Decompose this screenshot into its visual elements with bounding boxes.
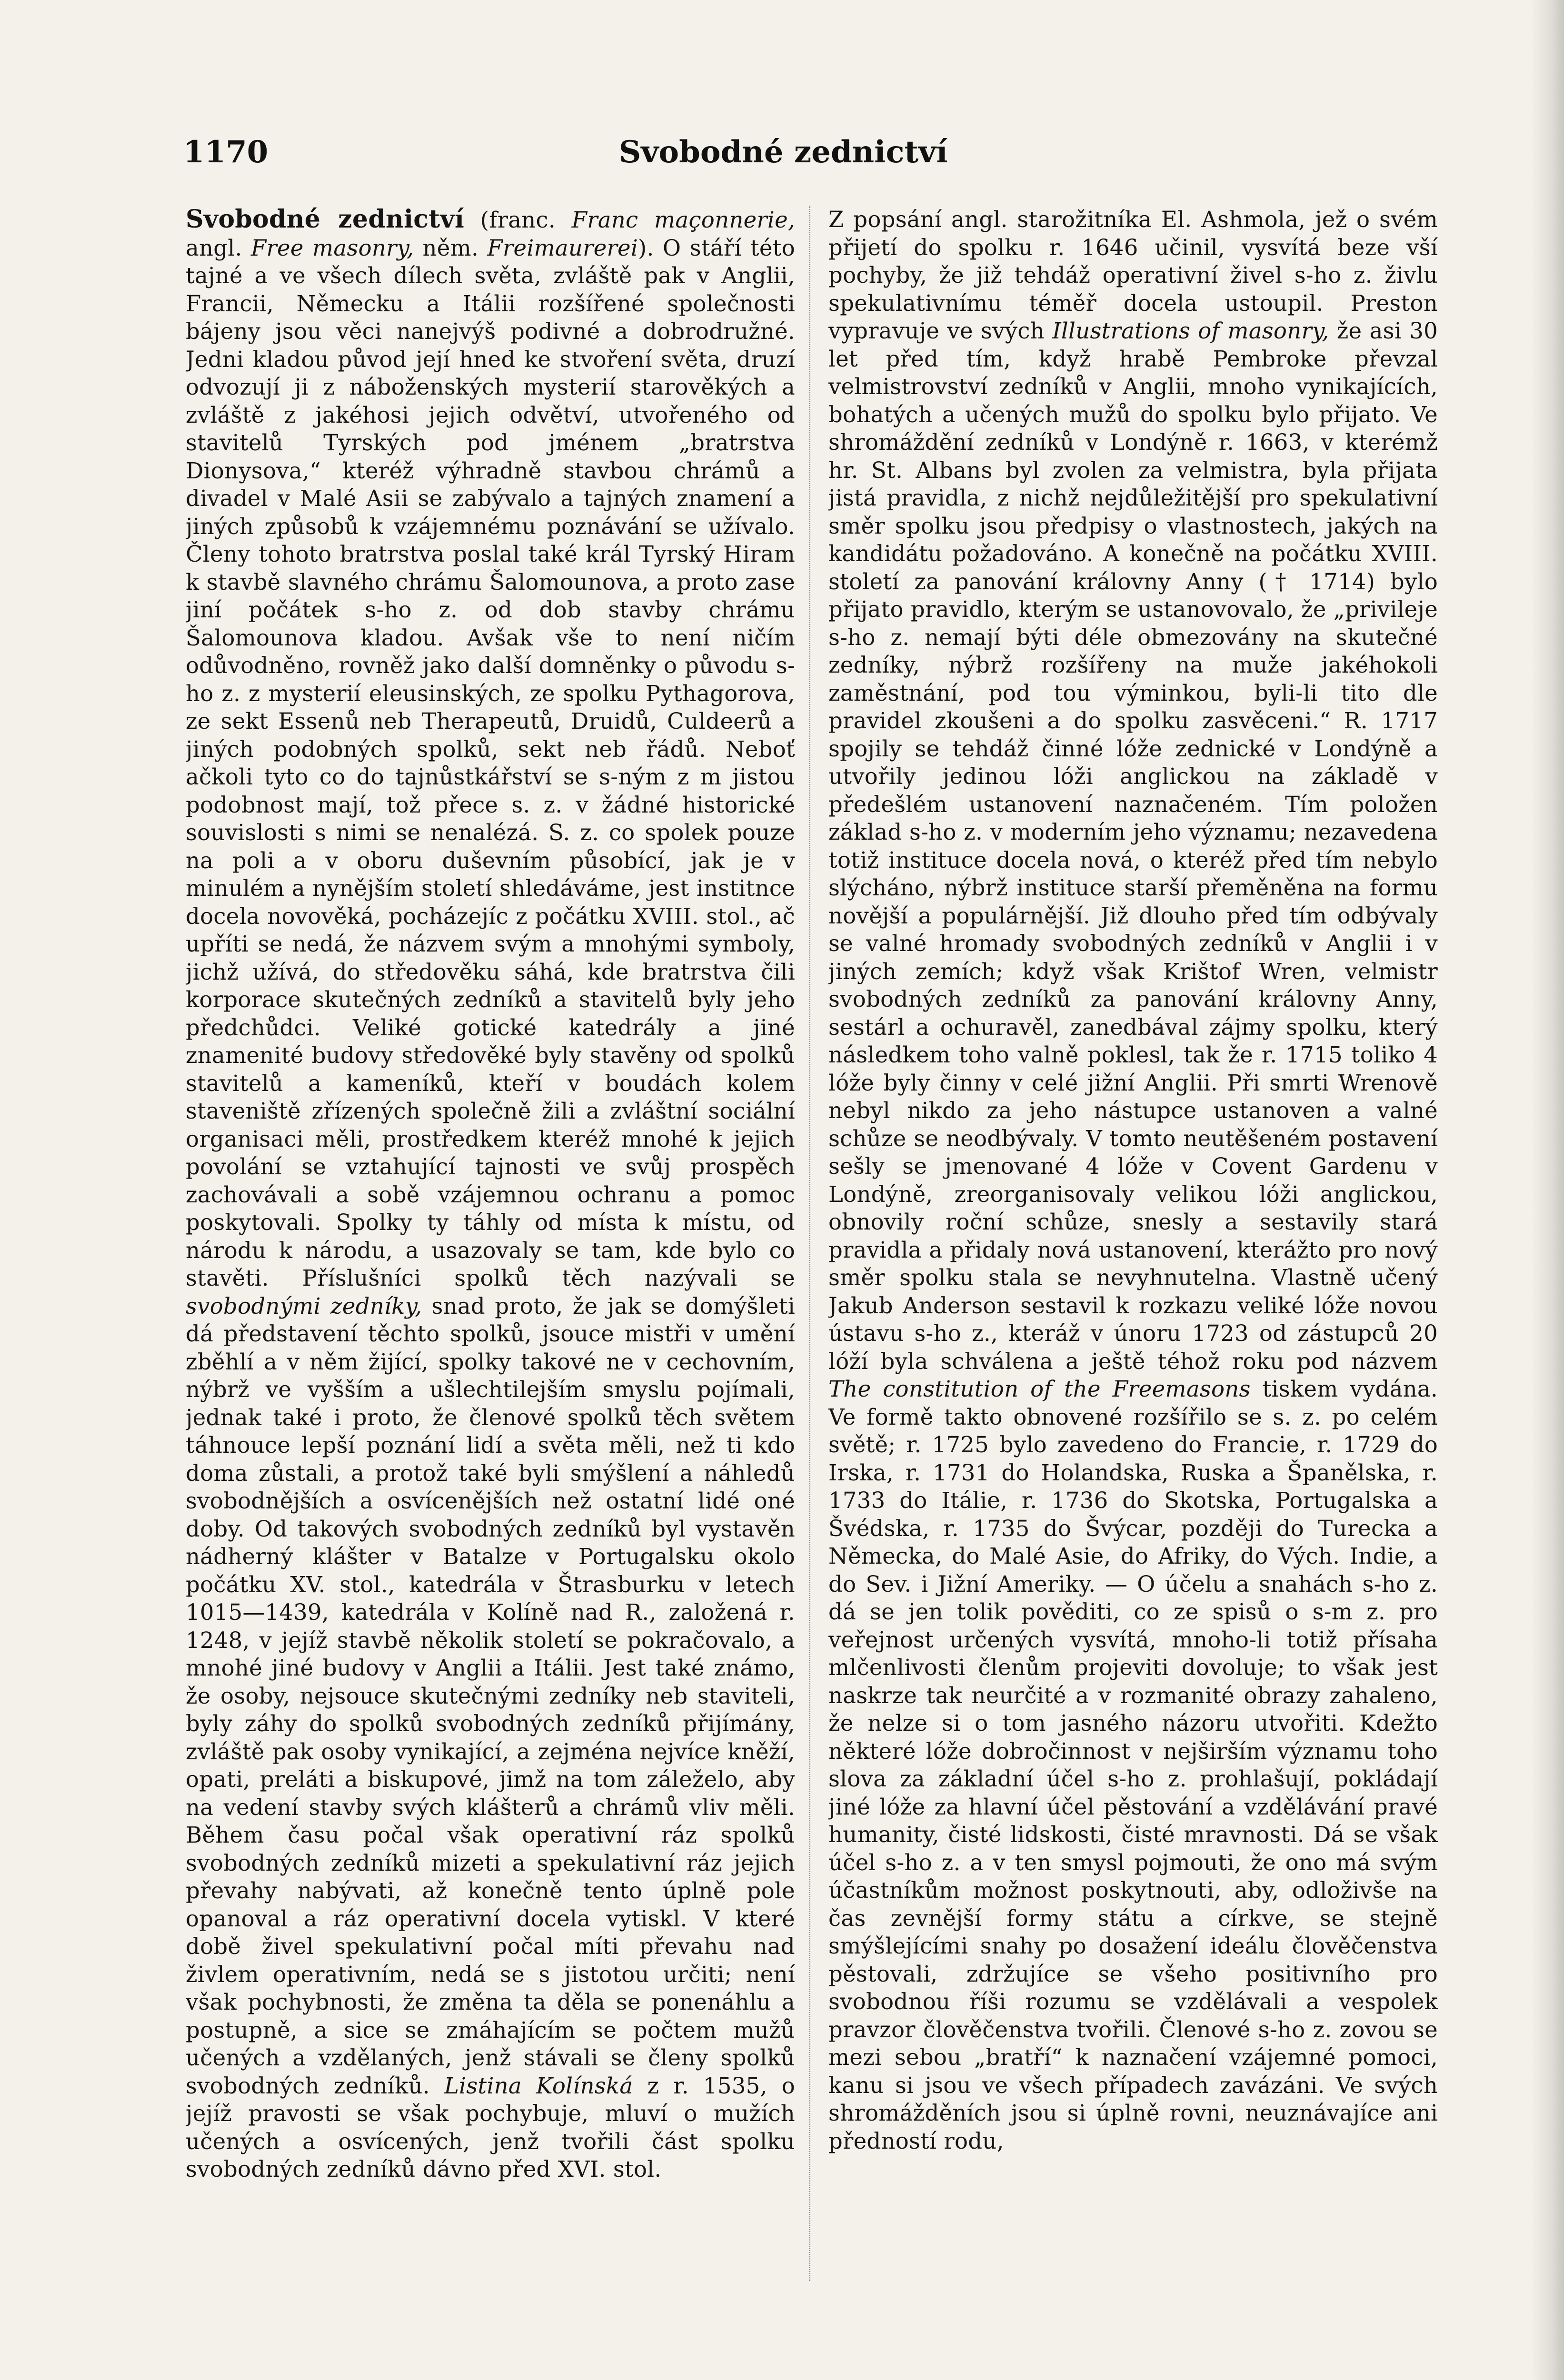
left-column bbox=[186, 206, 795, 2300]
italic-run: The constitution of the Freemasons bbox=[828, 1376, 1251, 1402]
italic-run: Free masonry, bbox=[250, 235, 414, 261]
text-run: ). O stáří této tajné a ve všech dílech světa, zvláště pak v Anglii, Francii, Německu a Itálii rozšířené společnosti bájeny jsou věci nanejvýš podivné a dobrodružné. Jedni kladou původ její hned ke stvoření světa, druzí odvozují ji z náboženských mysterií starověkých a zvláště z jakéhosi jejich odvětví, utvořeného od stavitelů Tyrských pod jménem „bratrstva Dionysova,“ kteréž výhradně stavbou chrámů a divadel v Malé Asii se zabývalo a tajných znamení a jiných způsobů k vzájemnému poznávání se užívalo. Členy tohoto bratrstva poslal také král Tyrský Hiram k stavbě slavného chrámu Šalomounova, a proto zase jiní počátek s-ho z. od dob stavby chrámu Šalomounova kladou. Avšak vše to není ničím odůvodněno, rovněž jako další domněnky o původu s-ho z. z mysterií eleusinských, ze spolku Pythagorova, ze sekt Essenů neb Therapeutů, Druidů, Culdeerů a jiných podobných spolků, sekt neb řádů. Neboť ačkoli tyto co do tajnůstkářství se s-ným z m jistou podobnost mají, tož přece s. z. v žádné historické souvislosti s nimi se nenalézá. S. z. co spolek pouze na poli a v oboru duševním působící, jak je v minulém a nynějším století shledáváme, jest institnce docela novověká, pocházejíc z počátku XVIII. stol., ač upříti se nedá, že názvem svým a mnohými symboly, jichž užívá, do středověku sáhá, kde bratrstva čili korporace skutečných zedníků a stavitelů byly jeho předchůdci. Veliké gotické katedrály a jiné znamenité budovy středověké byly stavěny od spolků stavitelů a kameníků, kteří v boudách kolem staveniště zřízených společně žili a zvláštní sociální organisaci měli, prostředkem kteréž mnohé k jejich povolání se vztahující tajnosti ve svůj prospěch zachovávali a sobě vzájemnou ochranu a pomoc poskytovali. Spolky ty táhly od místa k místu, od národu k národu, a usazovaly se tam, kde bylo co stavěti. Příslušníci spolků těch nazývali se bbox=[186, 235, 795, 1291]
text-run: angl. bbox=[186, 235, 251, 261]
running-title: Svobodné zednictví bbox=[619, 134, 948, 170]
text-run: snad proto, že jak se domýšleti dá představení těchto spolků, jsouce mistři v umění zběhlí a v něm žijící, spolky takové ne v cechovním, nýbrž ve vyšším a ušlechtilejším smyslu pojímali, jednak také i proto, že členové spolků těch světem táhnouce lepší poznání lidí a světa měli, než ti kdo doma zůstali, a protož také byli smýšlení a náhledů svobodnějších a osvícenějších než ostatní lidé oné doby. Od takových svobodných zedníků byl vystavěn nádherný klášter v Batalze v Portugalsku okolo počátku XV. stol., katedrála v Štrasburku v letech 1015—1439, katedrála v Kolíně nad R., založená r. 1248, v jejíž stavbě několik století se pokračovalo, a mnohé jiné budovy v Anglii a Itálii. Jest také známo, že osoby, nejsouce skutečnými zedníky neb staviteli, byly záhy do spolků svobodných zedníků přijímány, zvláště pak osoby vynikající, a zejména nejvíce kněží, opati, preláti a biskupové, jimž na tom záleželo, aby na vedení stavby svých klášterů a chrámů vliv měli. Během času počal však operativní ráz spolků svobodných zedníků mizeti a spekulativní ráz jejich převahy nabývati, až konečně tento úplně pole opanoval a ráz operativní docela vytiskl. V které době živel spekulativní počal míti převahu nad živlem operativním, nedá se s jistotou určiti; není však pochybnosti, že změna ta děla se ponenáhlu a postupně, a sice se zmáhajícím se počtem mužů učených a vzdělaných, jenž stávali se členy spolků svobodných zedníků. bbox=[186, 1293, 795, 2099]
page-header bbox=[0, 0, 1564, 200]
right-column-text bbox=[828, 206, 1438, 2155]
italic-run: Listina Kolínská bbox=[444, 2073, 633, 2099]
column-divider bbox=[809, 206, 810, 2281]
text-run: tiskem vydána. Ve formě takto obnovené rozšířilo se s. z. po celém světě; r. 1725 bylo zavedeno do Francie, r. 1729 do Irska, r. 1731 do Holandska, Ruska a Španělska, r. 1733 do Itálie, r. 1736 do Skotska, Portugalska a Švédska, r. 1735 do Švýcar, později do Turecka a Německa, do Malé Asie, do Afriky, do Vých. Indie, a do Sev. i Jižní Ameriky. — O účelu a snahách s-ho z. dá se jen tolik pověditi, co ze spisů o s-m z. pro veřejnost určených vysvítá, mnoho-li totiž přísaha mlčenlivosti členům projeviti dovoluje; to však jest naskrze tak neurčité a v rozmanité obrazy zahaleno, že nelze si o tom jasného názoru utvořiti. Kdežto některé lóže dobročinnost v nejširším významu toho slova za základní účel s-ho z. prohlašují, pokládají jiné lóže za hlavní účel pěstování a vzdělávání pravé humanity, čisté lidskosti, čisté mravnosti. Dá se však účel s-ho z. a v ten smysl pojmouti, že ono má svým účastníkům možnost poskytnouti, aby, odloživše na čas zevnější formy státu a církve, se stejně smýšlejícími snahy po dosažení ideálu člověčenstva pěstovali, zdržujíce se všeho positivního pro svobodnou říši rozumu se vzdělávali a vespolek pravzor člověčenstva tvořili. Členové s-ho z. zovou se mezi sebou „bratří“ k naznačení vzájemné pomoci, kanu si jsou ve všech případech zavázáni. Ve svých shromážděních jsou si úplně rovni, neuznávajíce ani předností rodu, bbox=[828, 1376, 1438, 2154]
right-column bbox=[828, 206, 1438, 2300]
text-run: něm. bbox=[414, 235, 488, 261]
page-edge-shadow bbox=[1531, 0, 1564, 2380]
text-run: (franc. bbox=[464, 207, 572, 233]
italic-run: Illustrations of masonry, bbox=[1052, 318, 1329, 344]
italic-run: svobodnými zedníky, bbox=[186, 1293, 422, 1319]
left-column-text bbox=[186, 206, 795, 2183]
page-number: 1170 bbox=[183, 134, 269, 170]
text-run: Z popsání angl. starožitníka El. Ashmola, jež o svém přijetí do spolku r. 1646 učinil, vysvítá beze vší pochyby, že již tehdáž operativní živel s-ho z. živlu spekulativnímu téměř docela ustoupil. Preston vypravuje ve svých bbox=[828, 207, 1438, 344]
italic-run: Freimaurerei bbox=[487, 235, 638, 261]
italic-run: Franc maçonnerie, bbox=[571, 207, 795, 233]
text-run: z r. 1535, o jejíž pravosti se však pochybuje, mluví o mužích učených a osvícených, jenž tvořili část spolku svobodných zedníků dávno před XVI. stol. bbox=[186, 2073, 795, 2182]
entry-headword: Svobodné zednictví bbox=[186, 206, 465, 234]
text-run: že asi 30 let před tím, když hrabě Pembroke převzal velmistrovství zedníků v Anglii, mnoho vynikajících, bohatých a učených mužů do spolku bylo přijato. Ve shromáždění zedníků v Londýně r. 1663, v kterémž hr. St. Albans byl zvolen za velmistra, byla přijata jistá pravidla, z nichž nejdůležitější pro spekulativní směr spolku jsou předpisy o vlastnostech, jakých na kandidátu požadováno. A konečně na počátku XVIII. století za panování královny Anny († 1714) bylo přijato pravidlo, kterým se ustanovovalo, že „privileje s-ho z. nemají býti déle obmezovány na skutečné zedníky, nýbrž rozšířeny na muže jakéhokoli zaměstnání, pod tou výminkou, byli-li tito dle pravidel zkoušeni a do spolku zasvěceni.“ R. 1717 spojily se tehdáž činné lóže zednické v Londýně a utvořily jedinou lóži anglickou na základě v předešlém ustanovení naznačeném. Tím položen základ s-ho z. v moderním jeho významu; nezavedena totiž instituce docela nová, o kteréž před tím nebylo slýcháno, nýbrž instituce starší přeměněna na formu novější a populárnější. Již dlouho před tím odbývaly se valné hromady svobodných zedníků v Anglii i v jiných zemích; když však Krištof Wren, velmistr svobodných zedníků za panování královny Anny, sestárl a ochuravěl, zanedbával zájmy spolku, který následkem toho valně poklesl, tak že r. 1715 toliko 4 lóže byly činny v celé jižní Anglii. Při smrti Wrenově nebyl nikdo za jeho nástupce ustanoven a valné schůze se neodbývaly. V tomto neutěšeném postavení sešly se jmenované 4 lóže v Covent Gardenu v Londýně, zreorganisovaly velikou lóži anglickou, obnovily roční schůze, snesly a sestavily stará pravidla a přidaly nová ustanovení, kterážto pro nový směr spolku stala se nevyhnutelna. Vlastně učený Jakub Anderson sestavil k rozkazu veliké lóže novou ústavu s-ho z., kteráž v únoru 1723 od zástupců 20 lóží byla schválena a ještě téhož roku pod názvem bbox=[828, 318, 1438, 1374]
